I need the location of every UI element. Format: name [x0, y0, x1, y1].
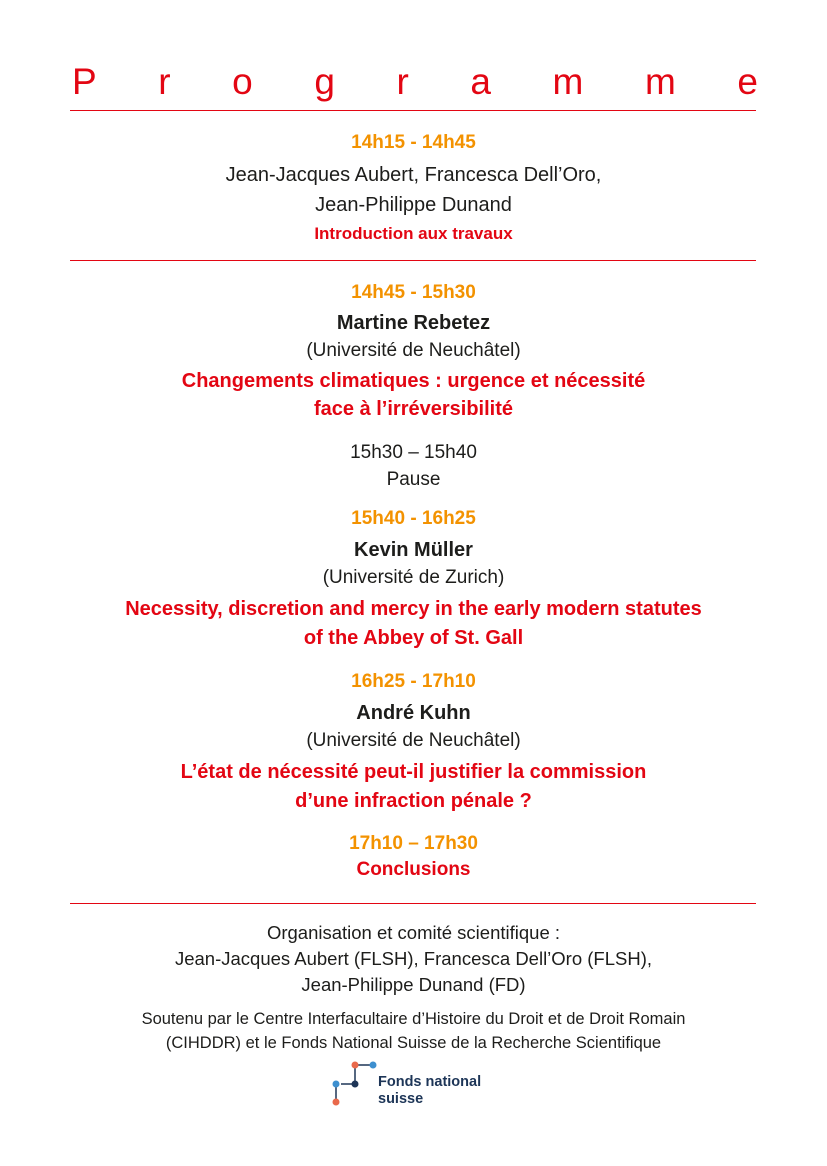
session1-time: 14h15 - 14h45 [351, 132, 476, 153]
title-letter: r [158, 61, 171, 102]
session3-talk-line2: of the Abbey of St. Gall [303, 627, 524, 649]
pause-time: 15h30 – 15h40 [350, 442, 477, 463]
title-letter: m [644, 61, 676, 102]
logo-line1: Fonds national [378, 1074, 482, 1090]
session3-affiliation: (Université de Zurich) [322, 567, 505, 588]
session1-talk: Introduction aux travaux [314, 224, 513, 243]
footer-org-line2: Jean-Philippe Dunand (FD) [301, 974, 526, 995]
title-letter: P [72, 61, 97, 102]
session3-talk-line1: Necessity, discretion and mercy in the early modern statutes [125, 598, 702, 620]
divider [70, 110, 756, 111]
session1-speakers-line1: Jean-Jacques Aubert, Francesca Dell’Oro, [225, 164, 602, 186]
logo-line2: suisse [378, 1091, 424, 1107]
session1-speakers-line2: Jean-Philippe Dunand [315, 194, 512, 216]
divider [70, 260, 756, 261]
snsf-logo-text [378, 1074, 481, 1108]
session3-speaker: Kevin Müller [354, 539, 473, 561]
title-letter: r [396, 61, 409, 102]
conclusion-label: Conclusions [356, 859, 471, 880]
session2-talk-line2: face à l’irréversibilité [313, 398, 513, 420]
title-letter: o [232, 61, 253, 102]
title-letter: e [737, 61, 758, 102]
session4-speaker: André Kuhn [356, 702, 471, 724]
conclusion-time: 17h10 – 17h30 [349, 833, 478, 854]
page-title [72, 62, 758, 102]
footer-org-line1: Jean-Jacques Aubert (FLSH), Francesca Dell’Oro (FLSH), [174, 948, 653, 969]
footer-org-label: Organisation et comité scientifique : [266, 922, 561, 943]
session2-time: 14h45 - 15h30 [351, 282, 476, 303]
session4-affiliation: (Université de Neuchâtel) [306, 730, 521, 751]
session2-speaker: Martine Rebetez [336, 312, 491, 334]
session3-time: 15h40 - 16h25 [351, 508, 476, 529]
session4-time: 16h25 - 17h10 [351, 671, 476, 692]
session4-talk-line2: d’une infraction pénale ? [295, 790, 532, 812]
title-letter: g [314, 61, 335, 102]
title-letter: a [470, 61, 491, 102]
session2-affiliation: (Université de Neuchâtel) [306, 340, 521, 361]
title-letter: m [552, 61, 584, 102]
session4-talk-line1: L’état de nécessité peut-il justifier la commission [180, 761, 647, 783]
pause-label: Pause [386, 469, 441, 490]
footer-support-line1: Soutenu par le Centre Interfacultaire d’Histoire du Droit et de Droit Romain [141, 1010, 686, 1028]
session2-talk-line1: Changements climatiques : urgence et nécessité [181, 370, 646, 392]
footer-support-line2: (CIHDDR) et le Fonds National Suisse de la Recherche Scientifique [165, 1034, 662, 1052]
divider [70, 903, 756, 904]
